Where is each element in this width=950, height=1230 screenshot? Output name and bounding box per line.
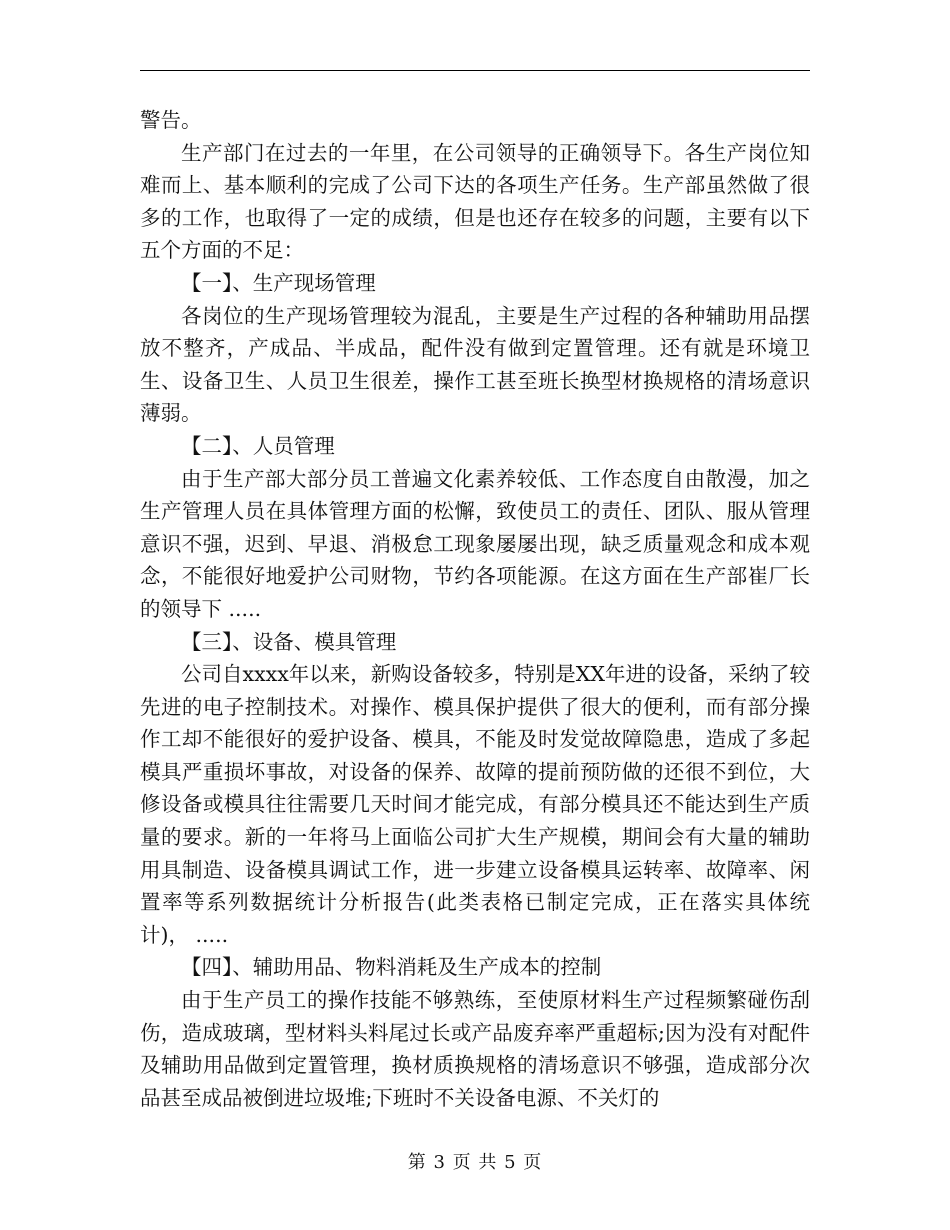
paragraph-cost-control: 由于生产员工的操作技能不够熟练，至使原材料生产过程频繁碰伤刮伤，造成玻璃，型材料头料尾过长或产品废弃率严重超标;因为没有对配件及辅助用品做到定置管理，换材质换规格的清场意识不够强，造成部分次品甚至成品被倒进垃圾堆;下班时不关设备电源、不关灯的 <box>140 988 810 1110</box>
paragraph-intro: 生产部门在过去的一年里，在公司领导的正确领导下。各生产岗位知难而上、基本顺利的完成了公司下达的各项生产任务。生产部虽然做了很多的工作，也取得了一定的成绩，但是也还存在较多的问题，主要有以下五个方面的不足： <box>140 140 810 263</box>
paragraph-personnel-management: 由于生产部大部分员工普遍文化素养较低、工作态度自由散漫，加之生产管理人员在具体管理方面的松懈，致使员工的责任、团队、服从管理意识不强，迟到、早退、消极怠工现象屡屡出现，缺乏质量观念和成本观念，不能很好地爱护公司财物，节约各项能源。在这方面在生产部崔厂长的领导下 ..... <box>140 466 810 621</box>
paragraph-site-management: 各岗位的生产现场管理较为混乱，主要是生产过程的各种辅助用品摆放不整齐，产成品、半成品，配件没有做到定置管理。还有就是环境卫生、设备卫生、人员卫生很差，操作工甚至班长换型材换规格的清场意识薄弱。 <box>140 303 810 426</box>
page-number: 第 3 页 共 5 页 <box>407 1152 543 1173</box>
section-heading-3: 【三】、设备、模具管理 <box>181 629 397 654</box>
section-heading-4: 【四】、辅助用品、物料消耗及生产成本的控制 <box>181 955 602 980</box>
paragraph-continuation: 警告。 <box>140 108 202 132</box>
paragraph-equipment-management: 公司自xxxx年以来，新购设备较多，特别是XX年进的设备，采纳了较先进的电子控制技术。对操作、模具保护提供了很大的便利，而有部分操作工却不能很好的爱护设备、模具，不能及时发觉故障隐患，造成了多起模具严重损坏事故，对设备的保养、故障的提前预防做的还很不到位，大修设备或模具往往需要几天时间才能完成，有部分模具还不能达到生产质量的要求。新的一年将马上面临公司扩大生产规模，期间会有大量的辅助用具制造、设备模具调试工作，进一步建立设备模具运转率、故障率、闲置率等系列数据统计分析报告(此类表格已制定完成，正在落实具体统计)， ..... <box>140 662 810 947</box>
section-heading-2: 【二】、人员管理 <box>181 433 335 458</box>
document-body <box>140 104 810 1114</box>
section-heading-1: 【一】、生产现场管理 <box>181 270 376 295</box>
header-rule <box>140 70 810 71</box>
